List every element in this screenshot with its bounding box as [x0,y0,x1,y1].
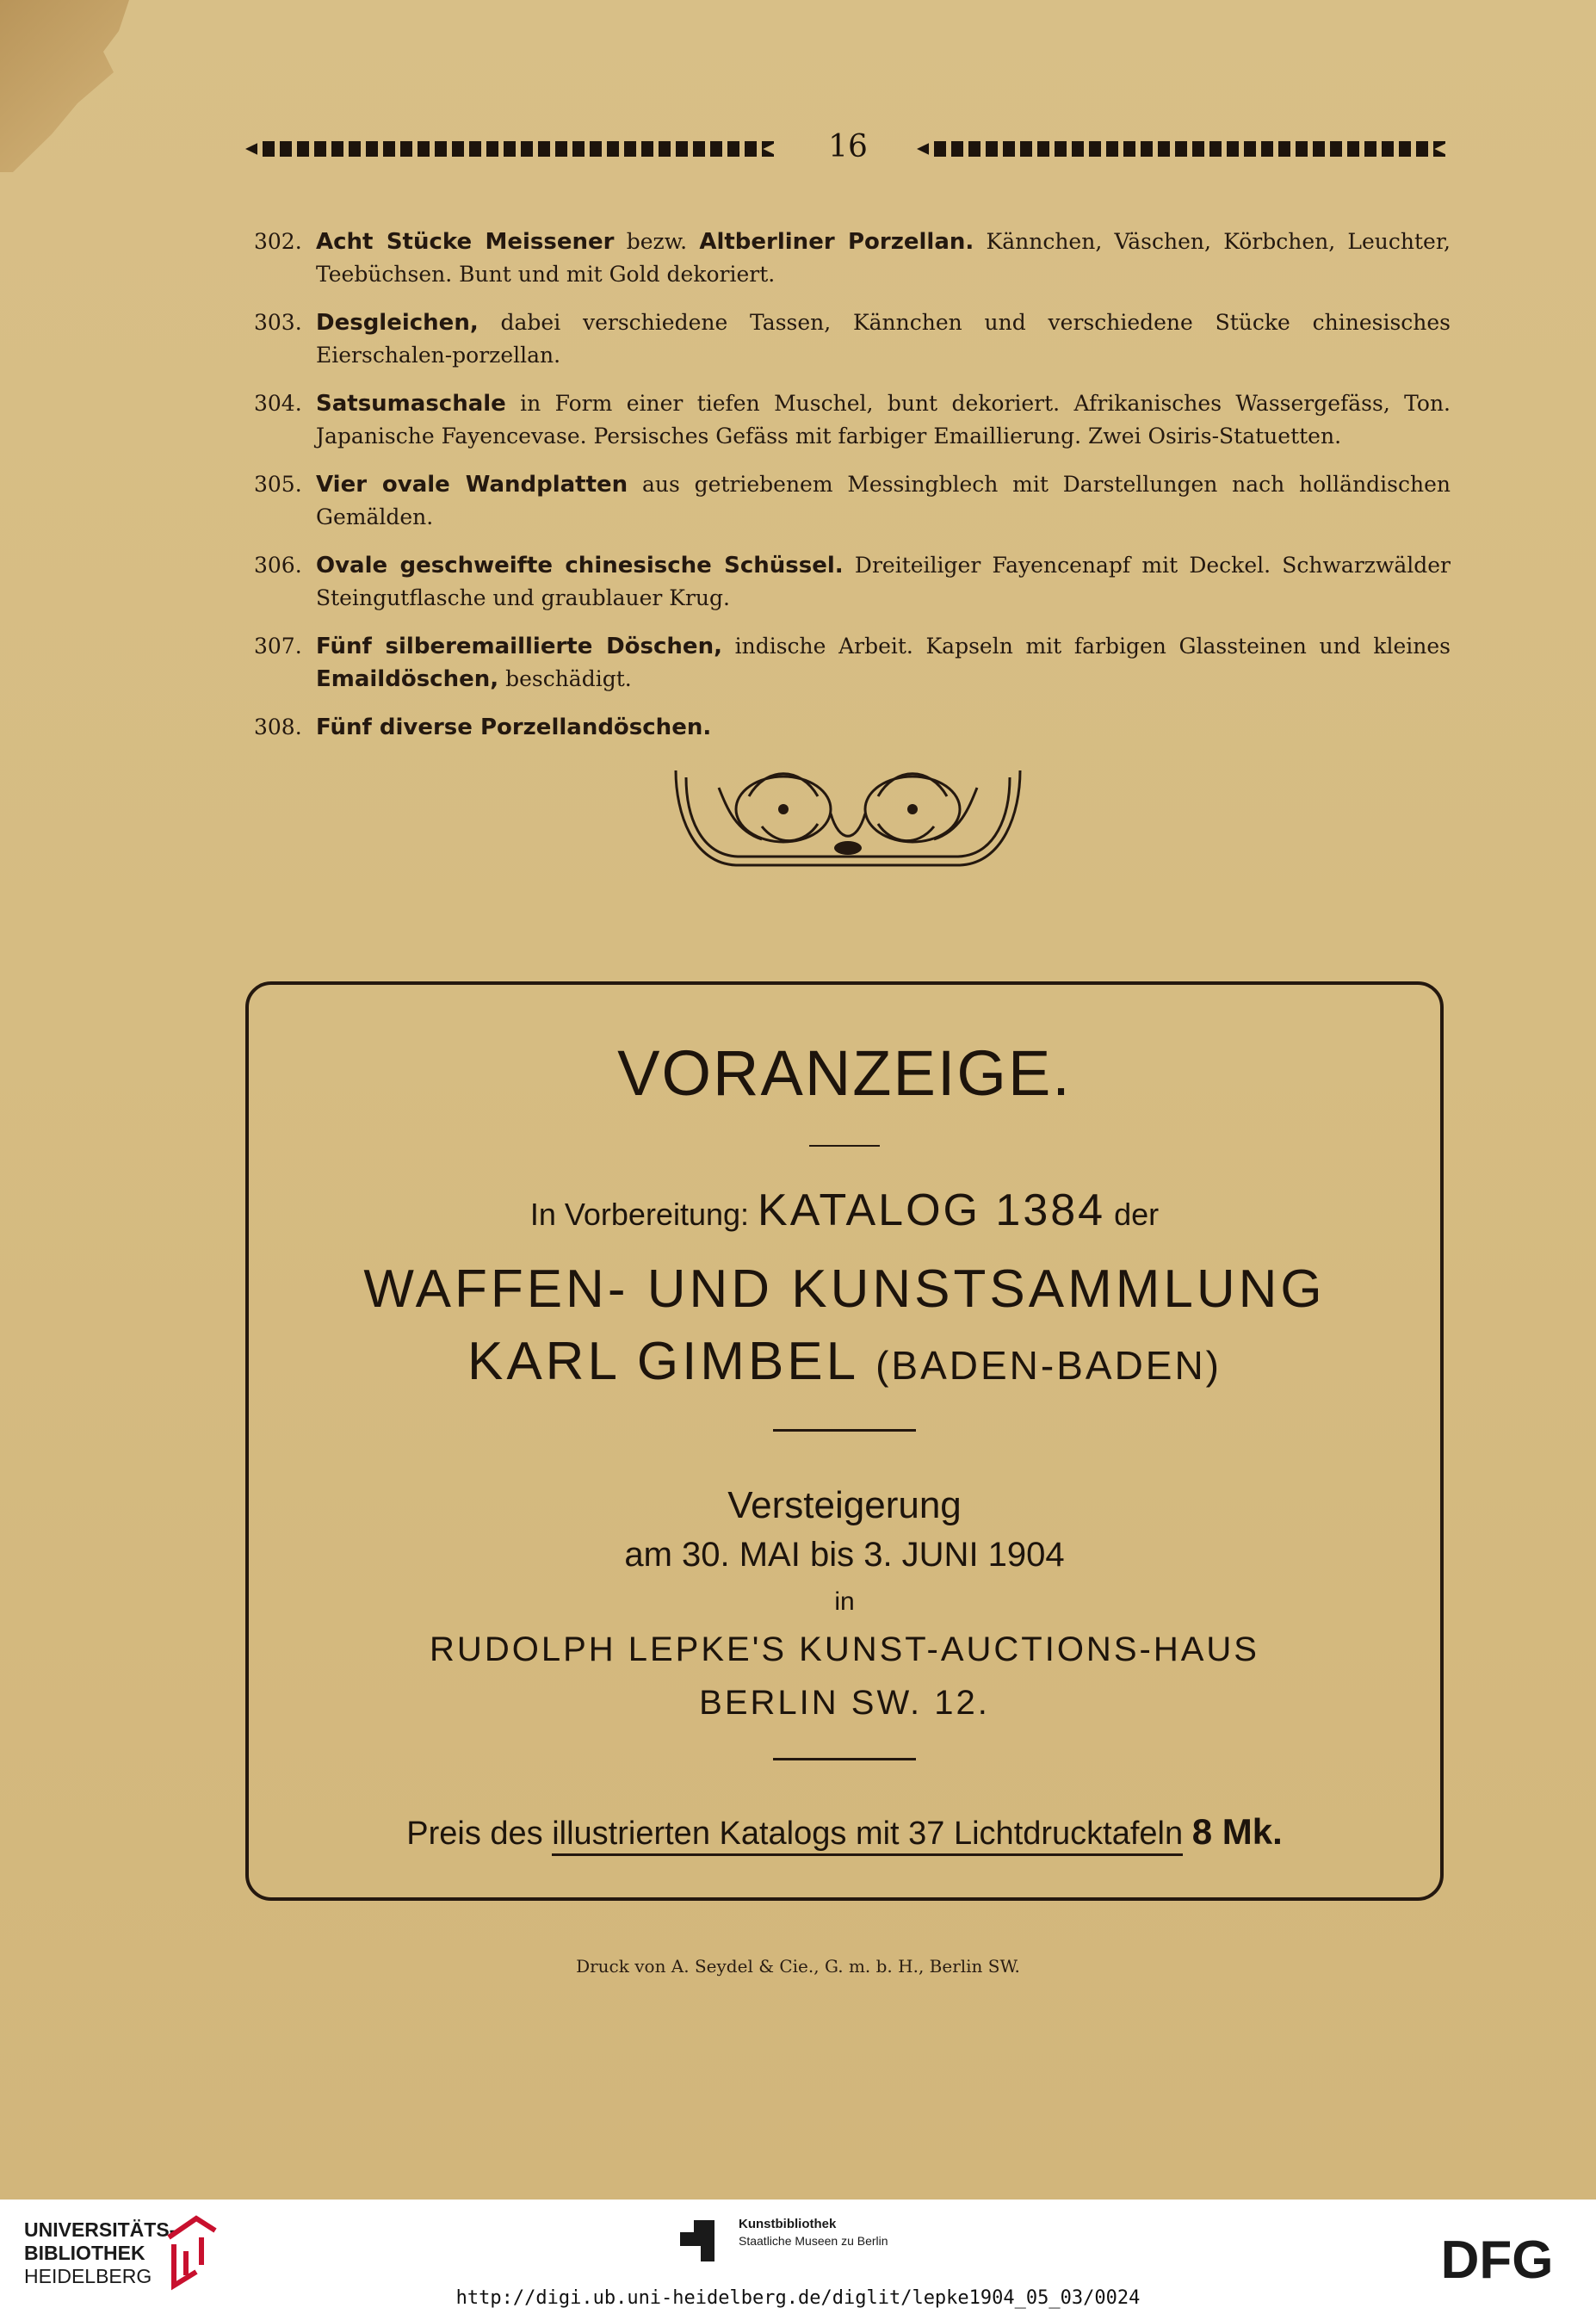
lot-number: 305. [254,472,302,497]
collection-title: WAFFEN- UND KUNSTSAMMLUNG [363,1259,1326,1319]
lot-entry [254,549,1451,615]
kunstbibliothek-mark-icon [680,2220,714,2261]
lot-number: 302. [254,229,302,254]
auction-dates: am 30. MAI bis 3. JUNI 1904 [624,1536,1065,1574]
lot-entry [254,468,1451,534]
kb-name: Kunstbibliothek [739,2217,837,2231]
lot-entry [254,226,1451,291]
lot-text-part: indische Arbeit. Kapseln mit farbigen Glassteinen und kleines [721,634,1451,659]
lot-text-part: Dreiteiliger Fayencenapf mit Deckel. Schwarzwälder Steingutflasche und graublauer Krug. [316,553,1451,610]
lot-entry [254,630,1451,696]
kunstbibliothek-logo[interactable] [680,2217,956,2277]
lot-title: Altberliner Porzellan. [699,229,974,255]
lot-text-part: beschädigt. [498,666,632,691]
lot-text-part: aus getriebenem Messingblech mit Darstellungen nach holländischen Gemälden. [316,472,1451,529]
lot-description [316,468,1451,534]
lot-description [316,549,1451,615]
catalog-number: KATALOG 1384 [758,1185,1106,1235]
auction-city: BERLIN SW. 12. [699,1684,990,1722]
lot-text-part: in Form einer tiefen Muschel, bunt dekoriert. Afrikanisches Wassergefäss, Ton. Japanische Fayencevase. Persisches Gefäss mit farbiger Emaillierung. Zwei Osiris-Statuetten. [316,391,1451,449]
printer-imprint: Druck von A. Seydel & Cie., G. m. b. H., Berlin SW. [576,1956,1020,1977]
dfg-text: DFG [1440,2230,1554,2284]
in-word: in [834,1587,855,1616]
lot-entry [254,387,1451,453]
lot-title: Fünf silberemaillierte Döschen, [316,634,722,659]
lot-title: Fünf diverse Porzellandöschen. [316,715,712,740]
kb-subtitle: Staatliche Museen zu Berlin [739,2234,888,2248]
lot-number: 306. [254,553,302,578]
decorative-border-right [917,141,1451,157]
price-description: illustrierten Katalogs mit 37 Lichtdrucktafeln [552,1816,1183,1856]
lot-title: Ovale geschweifte chinesische Schüssel. [316,553,844,578]
lot-title: Emaildöschen, [316,666,499,692]
divider [773,1758,916,1760]
lot-number: 304. [254,391,302,416]
prep-prefix: In Vorbereitung: [529,1197,750,1232]
announcement-box [245,981,1444,1901]
ub-line1: UNIVERSITÄTS- [24,2218,176,2241]
auction-heading: Versteigerung [727,1484,962,1526]
ub-mark-icon [162,2212,222,2291]
prep-suffix: der [1114,1197,1160,1232]
lot-entry [254,711,1451,744]
announcement-title: VORANZEIGE. [617,1037,1072,1109]
lot-description [316,630,1451,696]
lot-number: 303. [254,310,302,335]
auction-house: RUDOLPH LEPKE'S KUNST-AUCTIONS-HAUS [430,1630,1259,1668]
divider [773,1429,916,1432]
lot-description [316,226,1451,291]
divider [809,1145,880,1147]
page-header [245,129,1451,169]
lot-description [316,306,1451,372]
torn-corner [0,0,129,172]
lot-number: 308. [254,715,302,739]
lot-title: Satsumaschale [316,391,506,417]
lot-title: Acht Stücke Meissener [316,229,615,255]
owner-line [249,1331,1440,1392]
source-url[interactable]: http://digi.ub.uni-heidelberg.de/diglit/lepke1904_05_03/0024 [455,2287,1141,2309]
lot-description [316,387,1451,453]
owner-location: (BADEN-BADEN) [875,1343,1222,1388]
preparation-line [249,1185,1440,1236]
page-number: 16 [828,129,868,164]
floral-ornament [667,762,1029,874]
lot-title: Vier ovale Wandplatten [316,472,628,498]
dfg-logo[interactable] [1420,2230,1574,2284]
lot-number: 307. [254,634,302,659]
price-amount: 8 Mk. [1191,1811,1283,1852]
lot-entry [254,306,1451,372]
lot-text-part: bezw. [614,229,700,254]
price-prefix: Preis des [406,1816,543,1852]
owner-name: KARL GIMBEL [467,1332,857,1391]
ub-line3: HEIDELBERG [24,2265,152,2287]
lot-text-part: dabei verschiedene Tassen, Kännchen und verschiedene Stücke chinesisches Eierschalen-porzellan. [316,310,1451,368]
decorative-border-left [245,141,779,157]
ub-line2: BIBLIOTHEK [24,2242,145,2264]
lot-title: Desgleichen, [316,310,479,336]
lot-text-part: Kännchen, Väschen, Körbchen, Leuchter, Teebüchsen. Bunt und mit Gold dekoriert. [316,229,1451,287]
lot-description [316,711,1451,744]
lot-list [254,226,1451,759]
price-line [249,1811,1440,1853]
digitization-footer [0,2200,1596,2314]
